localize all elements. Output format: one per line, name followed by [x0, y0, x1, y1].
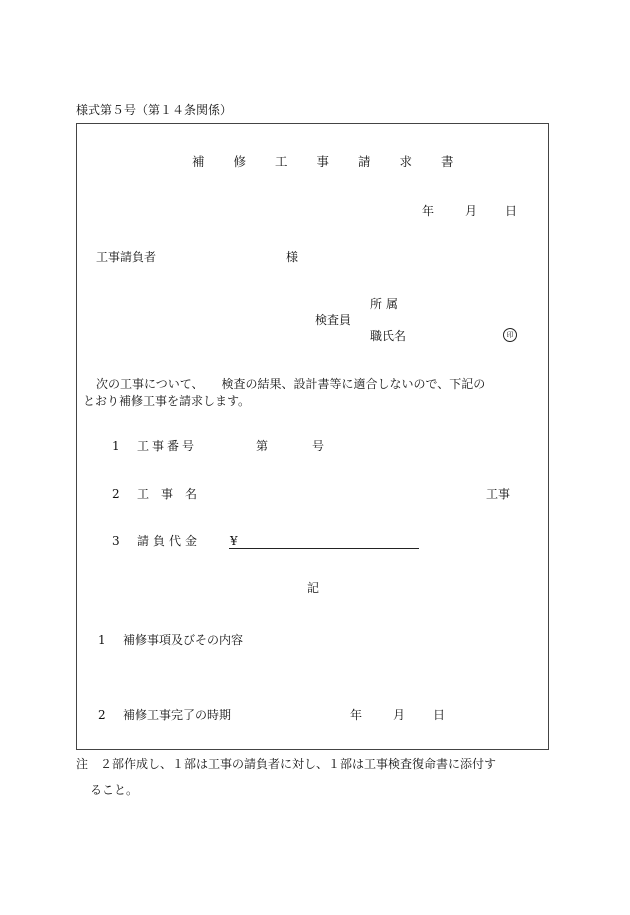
section-2-number: 2 [98, 708, 106, 722]
date-year-label: 年 [422, 204, 435, 218]
section-2-year-label: 年 [350, 708, 363, 722]
amount-underline [229, 548, 419, 549]
addressee-honorific: 様 [286, 250, 299, 264]
note-line-1: 注 ２部作成し、１部は工事の請負者に対し、１部は工事検査復命書に添付す [76, 757, 497, 771]
form-frame [76, 123, 549, 750]
section-2-month-label: 月 [393, 708, 406, 722]
document-title: 補修工事請求書 [192, 154, 483, 169]
item-1-label: 工事番号 [137, 439, 198, 453]
section-2-label: 補修工事完了の時期 [123, 708, 232, 722]
body-text-line-2: とおり補修工事を請求します。 [83, 394, 251, 408]
item-1-number: 1 [112, 439, 120, 453]
date-day-label: 日 [505, 204, 518, 218]
form-number-label: 様式第５号（第１４条関係） [76, 103, 233, 117]
date-month-label: 月 [465, 204, 478, 218]
item-1-prefix: 第 [256, 439, 269, 453]
inspector-affiliation-label: 所属 [370, 297, 403, 311]
note-line-2: ること。 [90, 783, 139, 797]
item-2-suffix: 工事 [486, 487, 511, 501]
item-2-label: 工事名 [137, 487, 210, 501]
addressee-label: 工事請負者 [96, 250, 157, 264]
item-2-number: 2 [112, 487, 120, 501]
item-3-currency: ¥ [230, 534, 238, 548]
seal-icon: 印 [503, 328, 517, 342]
body-text-line-1: 次の工事について、 検査の結果、設計書等に適合しないので、下記の [96, 377, 486, 391]
section-1-number: 1 [98, 633, 106, 647]
item-3-number: 3 [112, 534, 120, 548]
section-2-day-label: 日 [433, 708, 446, 722]
item-3-label: 請負代金 [137, 534, 202, 548]
inspector-name-label: 職氏名 [370, 329, 407, 343]
item-1-suffix: 号 [312, 439, 325, 453]
ki-heading: 記 [307, 581, 320, 595]
section-1-label: 補修事項及びその内容 [123, 633, 244, 647]
inspector-role-label: 検査員 [315, 313, 352, 327]
